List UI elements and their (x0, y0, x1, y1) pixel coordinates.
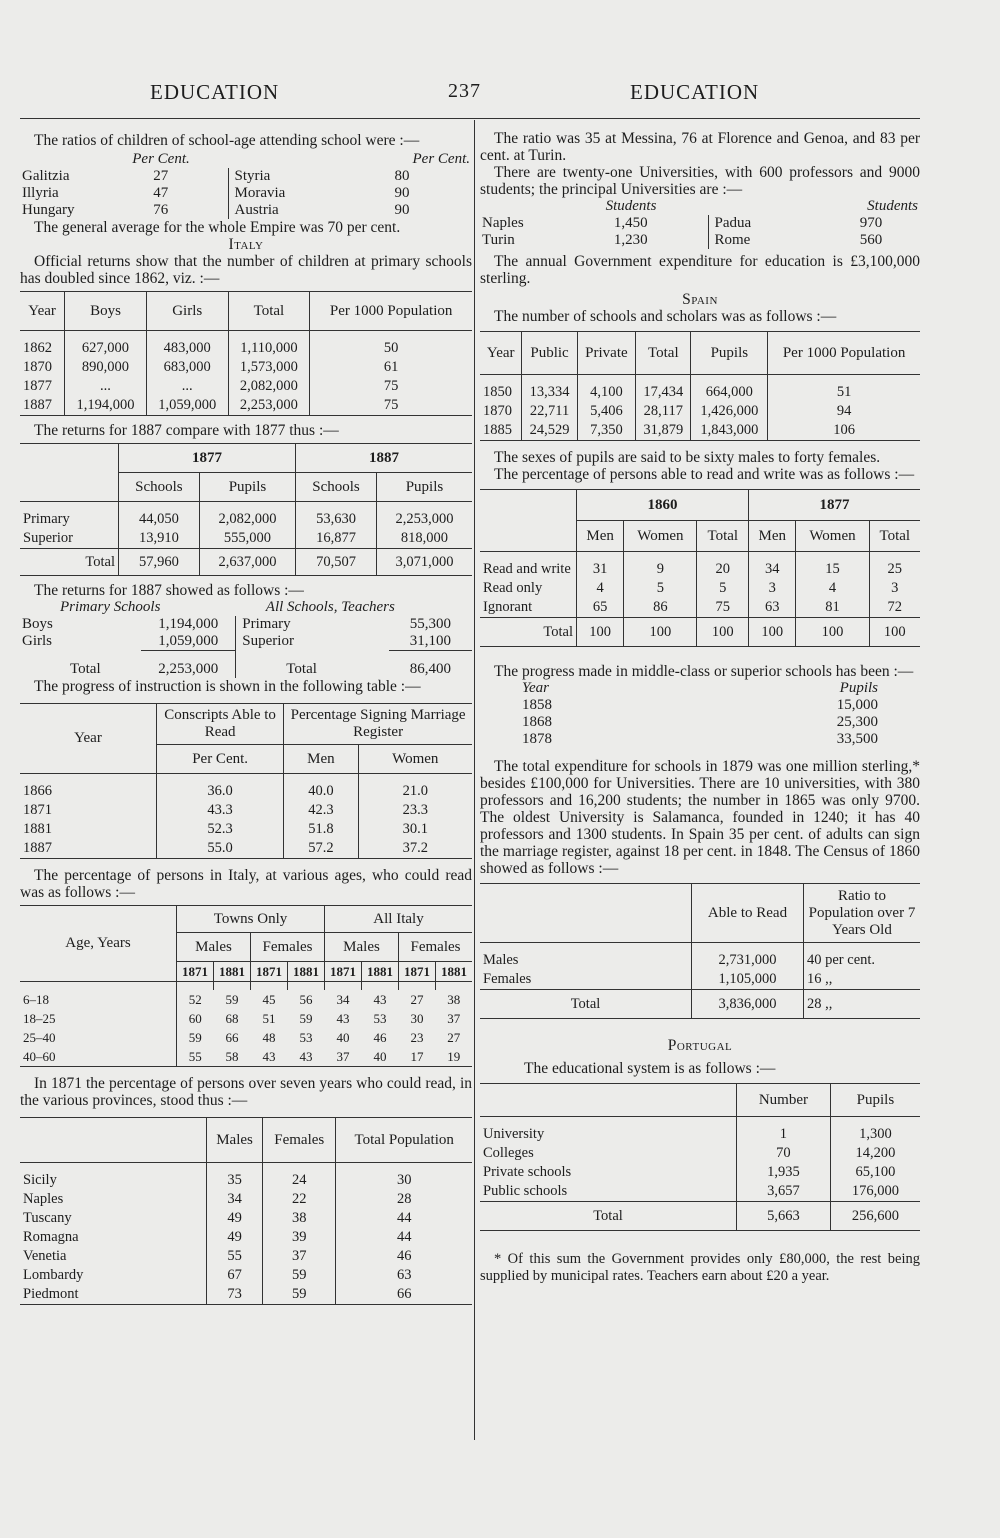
spain-schools-table: Year Public Private Total Pupils Per 1000 Population 1850 13,334 4,100 17,434 664,000 51 1870 22,711 5,406 28,117 1,426,000 94 1885 24,529 7,350 31,879 1,843,000 106 (480, 331, 920, 441)
running-head-right: EDUCATION (630, 80, 760, 104)
table-row: Total 2,253,000 Total 86,400 (20, 651, 472, 679)
table-row: Illyria 47 Moravia 90 (22, 185, 410, 201)
table-row: 1870 890,000 683,000 1,573,000 61 (20, 358, 472, 377)
paragraph: The returns for 1887 showed as follows :— (34, 582, 304, 599)
table-row: Total 100 100 100 100 100 100 (480, 618, 920, 647)
paragraph: The percentage of persons in Italy, at various ages, who could read was as follows :— (20, 867, 472, 901)
table-row: Piedmont 73 59 66 (20, 1285, 472, 1305)
table-row: Sicily 35 24 30 (20, 1171, 472, 1190)
paragraph: The progress made in middle-class or superior schools has been :— (494, 663, 914, 680)
table-row: 1881 52.3 51.8 30.1 (20, 820, 472, 839)
table-row: 1858 15,000 (522, 697, 878, 713)
table-row: Naples 1,450 Padua 970 (482, 215, 883, 231)
left-column (20, 122, 472, 1305)
table-row: Private schools 1,935 65,100 (480, 1163, 920, 1182)
table-row: 18–25 60 68 51 59 43 53 30 37 (20, 1009, 472, 1028)
italy-progress-table: Year Conscripts Able to Read Percentage Signing Marriage Register Per Cent. Men Women 1866 36.0 40.0 21.0 1871 43.3 42.3 23.3 1881 52.3 51.8 30.1 1887 55.0 57.2 37.2 (20, 703, 472, 859)
italy-age-table: Age, Years Towns Only All Italy Males Females Males Females 1871 1881 1871 1881 1871 1881 1871 1881 6–18 52 59 45 56 34 43 27 38 18–25 60 68 51 59 43 53 30 37 25–40 59 66 48 53 40 46 23 27 40–60 55 58 43 43 37 40 17 19 (20, 905, 472, 1067)
paragraph: The annual Government expenditure for education is £3,100,000 sterling. (480, 253, 920, 287)
table-row: 1871 43.3 42.3 23.3 (20, 801, 472, 820)
table-row: Girls 1,059,000 Superior 31,100 (20, 633, 472, 651)
table-row: Total 5,663 256,600 (480, 1202, 920, 1231)
table-row: 1887 1,194,000 1,059,000 2,253,000 75 (20, 396, 472, 416)
table-row: Public schools 3,657 176,000 (480, 1182, 920, 1202)
table-row: Turin 1,230 Rome 560 (482, 232, 883, 248)
table-row: Venetia 55 37 46 (20, 1247, 472, 1266)
portugal-table: Number Pupils University 1 1,300 Colleges 70 14,200 Private schools 1,935 65,100 Public schools 3,657 176,000 Total 5,663 256,600 (480, 1083, 920, 1231)
table-row: 1866 36.0 40.0 21.0 (20, 782, 472, 801)
italy-provinces-table: Males Females Total Population Sicily 35 24 30 Naples 34 22 28 Tuscany 49 38 44 Romagna 49 39 44 Venetia 55 37 46 Lombardy 67 59 63 Piedmont 73 59 66 (20, 1117, 472, 1305)
table-row: 1868 25,300 (522, 714, 878, 730)
paragraph: The educational system is as follows :— (524, 1060, 776, 1077)
table-row: Colleges 70 14,200 (480, 1144, 920, 1163)
italy-1887-table: Primary Schools All Schools, Teachers Boys 1,194,000 Primary 55,300 Girls 1,059,000 Superior 31,100 Total 2,253,000 Total 86,400 (20, 599, 472, 678)
table-row: Galitzia 27 Styria 80 (22, 168, 410, 184)
table-row: Boys 1,194,000 Primary 55,300 (22, 616, 451, 632)
paragraph: The ratio was 35 at Messina, 76 at Florence and Genoa, and 83 per cent. at Turin. (480, 130, 920, 164)
spain-census-table: Able to Read Ratio to Population over 7 Years Old Males 2,731,000 40 per cent. Females 1,105,000 16 ,, Total 3,836,000 28 ,, (480, 883, 920, 1019)
paragraph: The general average for the whole Empire was 70 per cent. (34, 219, 401, 236)
table-row: Romagna 49 39 44 (20, 1228, 472, 1247)
spain-middle-schools-table: Year Pupils 1858 15,000 1868 25,300 1878 33,500 (522, 680, 878, 747)
table-row: 1887 55.0 57.2 37.2 (20, 839, 472, 859)
paragraph: There are twenty-one Universities, with 600 professors and 9000 students; the principal Universities are :— (480, 164, 920, 198)
italy-schools-table: Year Boys Girls Total Per 1000 Population 1862 627,000 483,000 1,110,000 50 1870 890,000 683,000 1,573,000 61 1877 ... ... 2,082,000 75 1887 1,194,000 1,059,000 2,253,000 75 (20, 291, 472, 416)
column-divider (474, 120, 475, 1440)
paragraph: The ratios of children of school-age attending school were :— (34, 132, 420, 149)
footnote: * Of this sum the Government provides only £80,000, the rest being supplied by municipal rates. Teachers earn about £20 a year. (480, 1251, 920, 1284)
paragraph: The sexes of pupils are said to be sixty males to forty females. (494, 449, 881, 466)
table-row: Females 1,105,000 16 ,, (480, 970, 920, 990)
spain-literacy-table: 1860 1877 Men Women Total Men Women Total Read and write 31 9 20 34 15 25 Read only 4 5 5 3 4 3 Ignorant 65 86 75 63 81 72 Total 100 100 100 100 100 100 (480, 489, 920, 647)
table-row: Lombardy 67 59 63 (20, 1266, 472, 1285)
running-head-left: EDUCATION (150, 80, 280, 104)
austria-table: Per Cent. Per Cent. Galitzia 27 Styria 80 Illyria 47 Moravia 90 Hungary 76 Austria 90 (22, 151, 470, 218)
table-row: 1878 33,500 (522, 731, 878, 747)
table-row: Hungary 76 Austria 90 (22, 202, 410, 218)
table-row: Read only 4 5 5 3 4 3 (480, 579, 920, 598)
table-row: Total 57,960 2,637,000 70,507 3,071,000 (20, 549, 472, 576)
table-row: Total 3,836,000 28 ,, (480, 990, 920, 1019)
table-row: 40–60 55 58 43 43 37 40 17 19 (20, 1047, 472, 1067)
paragraph: In 1871 the percentage of persons over seven years who could read, in the various provinces, stood thus :— (20, 1075, 472, 1109)
table-row: 1877 ... ... 2,082,000 75 (20, 377, 472, 396)
table-row: 1870 22,711 5,406 28,117 1,426,000 94 (480, 402, 920, 421)
paragraph: The total expenditure for schools in 1879 was one million sterling,* besides £100,000 for Universities. There are 10 universities, with 380 professors and 16,200 students; the number in 1865 was only 9700. The oldest University is Salamanca, founded in 1240; it has 40 professors and 1300 students. In Spain 35 per cent. of adults can sign the marriage register, against 18 per cent. in 1848. The Census of 1860 showed as follows :— (480, 758, 920, 877)
table-row: 25–40 59 66 48 53 40 46 23 27 (20, 1028, 472, 1047)
paragraph: The returns for 1887 compare with 1877 thus :— (34, 422, 339, 439)
table-row: 1850 13,334 4,100 17,434 664,000 51 (480, 383, 920, 402)
table-row: Naples 34 22 28 (20, 1190, 472, 1209)
table-row: University 1 1,300 (480, 1125, 920, 1144)
paragraph: The percentage of persons able to read and write was as follows :— (494, 466, 915, 483)
table-row: Superior 13,910 555,000 16,877 818,000 (20, 529, 472, 549)
paragraph: The number of schools and scholars was as follows :— (494, 308, 837, 325)
header-rule (20, 118, 920, 119)
paragraph: Official returns show that the number of children at primary schools has doubled since 1862, viz. :— (20, 253, 472, 287)
table-row: Primary 44,050 2,082,000 53,630 2,253,000 (20, 510, 472, 529)
italy-universities-table: Students Students Naples 1,450 Padua 970 Turin 1,230 Rome 560 (482, 198, 918, 248)
table-row: Ignorant 65 86 75 63 81 72 (480, 598, 920, 618)
section-heading-portugal: Portugal (667, 1037, 733, 1054)
table-row: 1885 24,529 7,350 31,879 1,843,000 106 (480, 421, 920, 441)
page-number: 237 (448, 80, 481, 102)
table-row: Tuscany 49 38 44 (20, 1209, 472, 1228)
section-heading-italy: Italy (228, 236, 264, 253)
italy-compare-table: 1877 1887 Schools Pupils Schools Pupils Primary 44,050 2,082,000 53,630 2,253,000 Superior 13,910 555,000 16,877 818,000 Total 57,960 2,637,000 70,507 3,071,000 (20, 443, 472, 576)
right-column (480, 122, 920, 1285)
table-row: Read and write 31 9 20 34 15 25 (480, 560, 920, 579)
table-row: Males 2,731,000 40 per cent. (480, 951, 920, 970)
table-row: 6–18 52 59 45 56 34 43 27 38 (20, 990, 472, 1009)
paragraph: The progress of instruction is shown in the following table :— (34, 678, 421, 695)
table-row: 1862 627,000 483,000 1,110,000 50 (20, 339, 472, 358)
section-heading-spain: Spain (682, 291, 718, 308)
